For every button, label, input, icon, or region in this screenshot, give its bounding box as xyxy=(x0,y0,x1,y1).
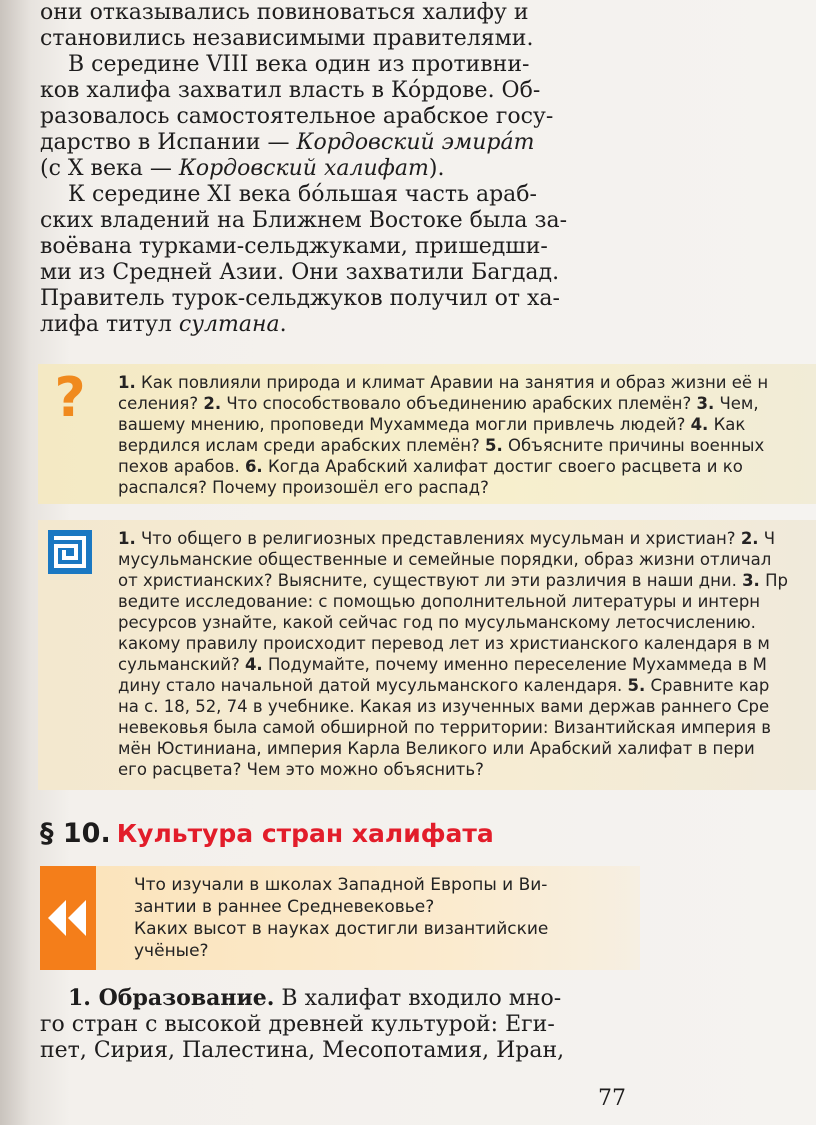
text-line xyxy=(118,612,816,633)
question-number: 3. xyxy=(696,394,715,413)
text-line xyxy=(40,130,630,156)
text-fragment: Правитель турок-сельджуков получил от ха- xyxy=(40,286,560,311)
question-number: 2. xyxy=(740,529,759,548)
subsection-heading: 1. Образование. xyxy=(68,985,275,1011)
section-heading xyxy=(40,818,494,854)
question-number: 5. xyxy=(627,676,646,695)
text-line: Что изучали в школах Западной Европы и Ви- xyxy=(134,875,548,895)
text-fragment: мусульманские общественные и семейные порядки, образ жизни отличал xyxy=(118,550,772,569)
text-fragment: Сравните кар xyxy=(645,676,770,695)
text-fragment: сульманский? xyxy=(118,655,245,674)
question-number: 4. xyxy=(244,655,263,674)
text-fragment: воёвана турками-сельджуками, пришедши- xyxy=(40,234,548,259)
text-line: учёные? xyxy=(134,941,209,961)
italic-term: Кордовский халифат xyxy=(178,156,429,181)
text-fragment: разовалось самостоятельное арабское госу- xyxy=(40,104,554,129)
text-fragment: ). xyxy=(428,156,445,181)
recall-questions-text xyxy=(134,874,634,962)
greek-meander-icon xyxy=(48,530,92,574)
text-line xyxy=(40,312,630,338)
question-number: 1. xyxy=(118,529,136,548)
text-line: они отказывались повиноваться халифу и xyxy=(40,0,529,25)
text-fragment: Чем, xyxy=(714,394,759,413)
text-line xyxy=(40,260,630,286)
text-line xyxy=(40,182,630,208)
text-fragment: ских владений на Ближнем Востоке была за- xyxy=(40,208,568,233)
text-fragment: ресурсов узнайте, какой сейчас год по мусульманскому летосчислению. xyxy=(118,613,756,632)
text-fragment: дарство в Испании — xyxy=(40,130,297,155)
text-line xyxy=(40,52,630,78)
text-fragment: распался? Почему произошёл его распад? xyxy=(118,478,489,497)
text-fragment: лифа титул xyxy=(40,312,179,337)
text-fragment: Что общего в религиозных представлениях мусульман и христиан? xyxy=(135,529,741,548)
text-fragment: дину стало начальной датой мусульманского календаря. xyxy=(118,676,628,695)
text-fragment: К середине XI века бо́льшая часть араб- xyxy=(68,182,537,207)
text-line: пет, Сирия, Палестина, Месопотамия, Иран, xyxy=(40,1038,565,1063)
text-fragment: мён Юстиниана, империя Карла Великого или Арабский халифат в пери xyxy=(118,739,755,758)
text-fragment: ков халифа захватил власть в Ко́рдове. Об- xyxy=(40,78,541,103)
italic-term: Кордовский эмира́т xyxy=(296,130,535,155)
section-number: § 10. xyxy=(40,818,111,849)
page-number: 77 xyxy=(598,1086,626,1111)
review-questions-box xyxy=(38,364,816,504)
text-line xyxy=(40,234,630,260)
text-line xyxy=(118,675,816,696)
text-fragment: Как xyxy=(708,415,746,434)
rewind-icon xyxy=(40,866,96,970)
italic-term: султана xyxy=(178,312,280,337)
text-line xyxy=(118,372,816,393)
text-line xyxy=(118,591,816,612)
text-line xyxy=(118,549,816,570)
text-line: Каких высот в науках достигли византийские xyxy=(134,919,549,939)
text-fragment: ведите исследование: с помощью дополнительной литературы и интерн xyxy=(118,592,761,611)
section-title: Культура стран халифата xyxy=(116,819,494,848)
text-line: становились независимыми правителями. xyxy=(40,26,534,51)
text-line xyxy=(118,456,816,477)
text-line xyxy=(118,696,816,717)
text-fragment: вашему мнению, проповеди Мухаммеда могли привлечь людей? xyxy=(118,415,691,434)
text-fragment: Объясните причины военных xyxy=(502,436,765,455)
text-line: зантии в раннее Средневековье? xyxy=(134,897,435,917)
text-fragment: Как повлияли природа и климат Аравии на занятия и образ жизни её н xyxy=(135,373,769,392)
text-line xyxy=(118,393,816,414)
text-fragment: какому правилу происходит перевод лет из христианского календаря в м xyxy=(118,634,770,653)
recall-box xyxy=(40,866,640,970)
text-line xyxy=(118,414,816,435)
text-fragment: вердился ислам среди арабских племён? xyxy=(118,436,486,455)
review-questions-text xyxy=(118,372,816,498)
text-line xyxy=(40,985,630,1012)
question-number: 3. xyxy=(742,571,760,590)
question-mark-icon: ? xyxy=(54,366,86,429)
text-fragment: Ч xyxy=(758,529,776,548)
subsection-text xyxy=(40,985,630,1064)
text-fragment: В халифат входило мно- xyxy=(274,986,562,1011)
text-line xyxy=(118,435,816,456)
text-line xyxy=(118,633,816,654)
main-text-block xyxy=(40,0,630,338)
text-line xyxy=(40,104,630,130)
text-line xyxy=(118,528,816,549)
text-line xyxy=(40,286,630,312)
text-fragment: пехов арабов. xyxy=(118,457,245,476)
research-tasks-text xyxy=(118,528,816,780)
text-line xyxy=(118,477,816,498)
text-fragment: Когда Арабский халифат достиг своего расцвета и ко xyxy=(262,457,743,476)
text-line xyxy=(40,78,630,104)
paragraph-3 xyxy=(40,182,630,338)
text-fragment: ми из Средней Азии. Они захватили Багдад. xyxy=(40,260,560,285)
text-fragment: Пр xyxy=(759,571,788,590)
question-number: 2. xyxy=(203,394,222,413)
text-fragment: (с X века — xyxy=(40,156,179,181)
question-number: 1. xyxy=(118,373,136,392)
question-number: 4. xyxy=(690,415,709,434)
text-fragment: невековья была самой обширной по территории: Византийская империя в xyxy=(118,718,771,737)
paragraph-2 xyxy=(40,52,630,182)
text-fragment: . xyxy=(279,312,287,337)
text-fragment: В середине VIII века один из противни- xyxy=(68,52,530,77)
text-line xyxy=(118,654,816,675)
text-fragment: Подумайте, почему именно переселение Мухаммеда в М xyxy=(262,655,767,674)
question-number: 5. xyxy=(485,436,503,455)
research-tasks-box xyxy=(38,520,816,790)
text-line xyxy=(40,156,630,182)
text-fragment: селения? xyxy=(118,394,204,413)
text-line xyxy=(40,208,630,234)
text-line: го стран с высокой древней культурой: Еги- xyxy=(40,1012,555,1037)
paragraph-1 xyxy=(40,0,630,52)
text-fragment: на с. 18, 52, 74 в учебнике. Какая из изученных вами держав раннего Сре xyxy=(118,697,770,716)
text-fragment: его расцвета? Чем это можно объяснить? xyxy=(118,760,484,779)
text-line xyxy=(118,759,816,780)
text-fragment: Что способствовало объединению арабских племён? xyxy=(221,394,697,413)
text-line xyxy=(118,717,816,738)
text-fragment: от христианских? Выясните, существуют ли эти различия в наши дни. xyxy=(118,571,743,590)
text-line xyxy=(118,570,816,591)
text-line xyxy=(118,738,816,759)
question-number: 6. xyxy=(244,457,263,476)
